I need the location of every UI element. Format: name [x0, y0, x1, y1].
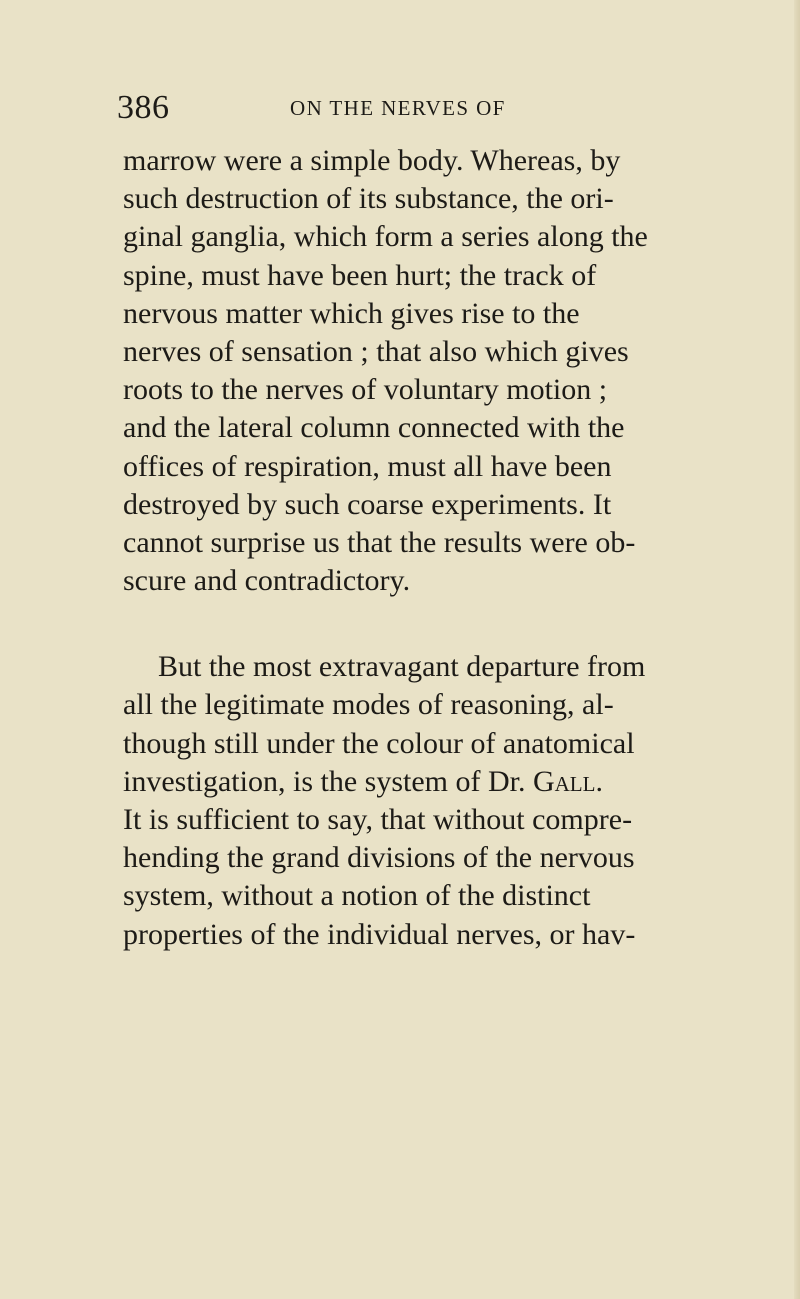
page-number: 386	[117, 89, 170, 126]
text-line: though still under the colour of anatomical	[123, 726, 635, 760]
text-line: But the most extravagant departure from	[158, 650, 646, 684]
page-header	[117, 88, 717, 128]
text-line: hending the grand divisions of the nervous	[123, 841, 635, 875]
paragraph-gap	[123, 600, 743, 648]
text-line-with-name	[123, 763, 743, 801]
text-line: destroyed by such coarse experiments. It	[123, 487, 612, 521]
text-line: such destruction of its substance, the ori-	[123, 182, 614, 216]
body-text	[123, 142, 743, 954]
text-line: scure and contradictory.	[123, 564, 411, 598]
text-line: marrow were a simple body. Whereas, by	[123, 144, 621, 177]
text-line: system, without a notion of the distinct	[123, 879, 591, 913]
page-edge	[794, 0, 800, 1299]
paragraph-1	[123, 142, 743, 600]
running-head: ON THE NERVES OF	[290, 96, 506, 120]
text-line: all the legitimate modes of reasoning, al-	[123, 688, 614, 722]
author-name-gall: Gall.	[532, 764, 603, 798]
text-line: nerves of sensation ; that also which gives	[123, 334, 629, 368]
text-line: offices of respiration, must all have been	[123, 449, 612, 483]
paragraph-2	[123, 648, 743, 954]
text-line: properties of the individual nerves, or hav-	[123, 917, 636, 951]
text-line: ginal ganglia, which form a series along the	[123, 220, 648, 254]
text-line: spine, must have been hurt; the track of	[123, 258, 597, 292]
text-line: and the lateral column connected with the	[123, 411, 625, 445]
text-line: It is sufficient to say, that without compre-	[123, 803, 633, 836]
text-line: roots to the nerves of voluntary motion ;	[123, 373, 608, 407]
text-line: nervous matter which gives rise to the	[123, 296, 580, 330]
text-span: investigation, is the system of Dr.	[123, 764, 526, 798]
text-line: cannot surprise us that the results were ob-	[123, 525, 636, 559]
